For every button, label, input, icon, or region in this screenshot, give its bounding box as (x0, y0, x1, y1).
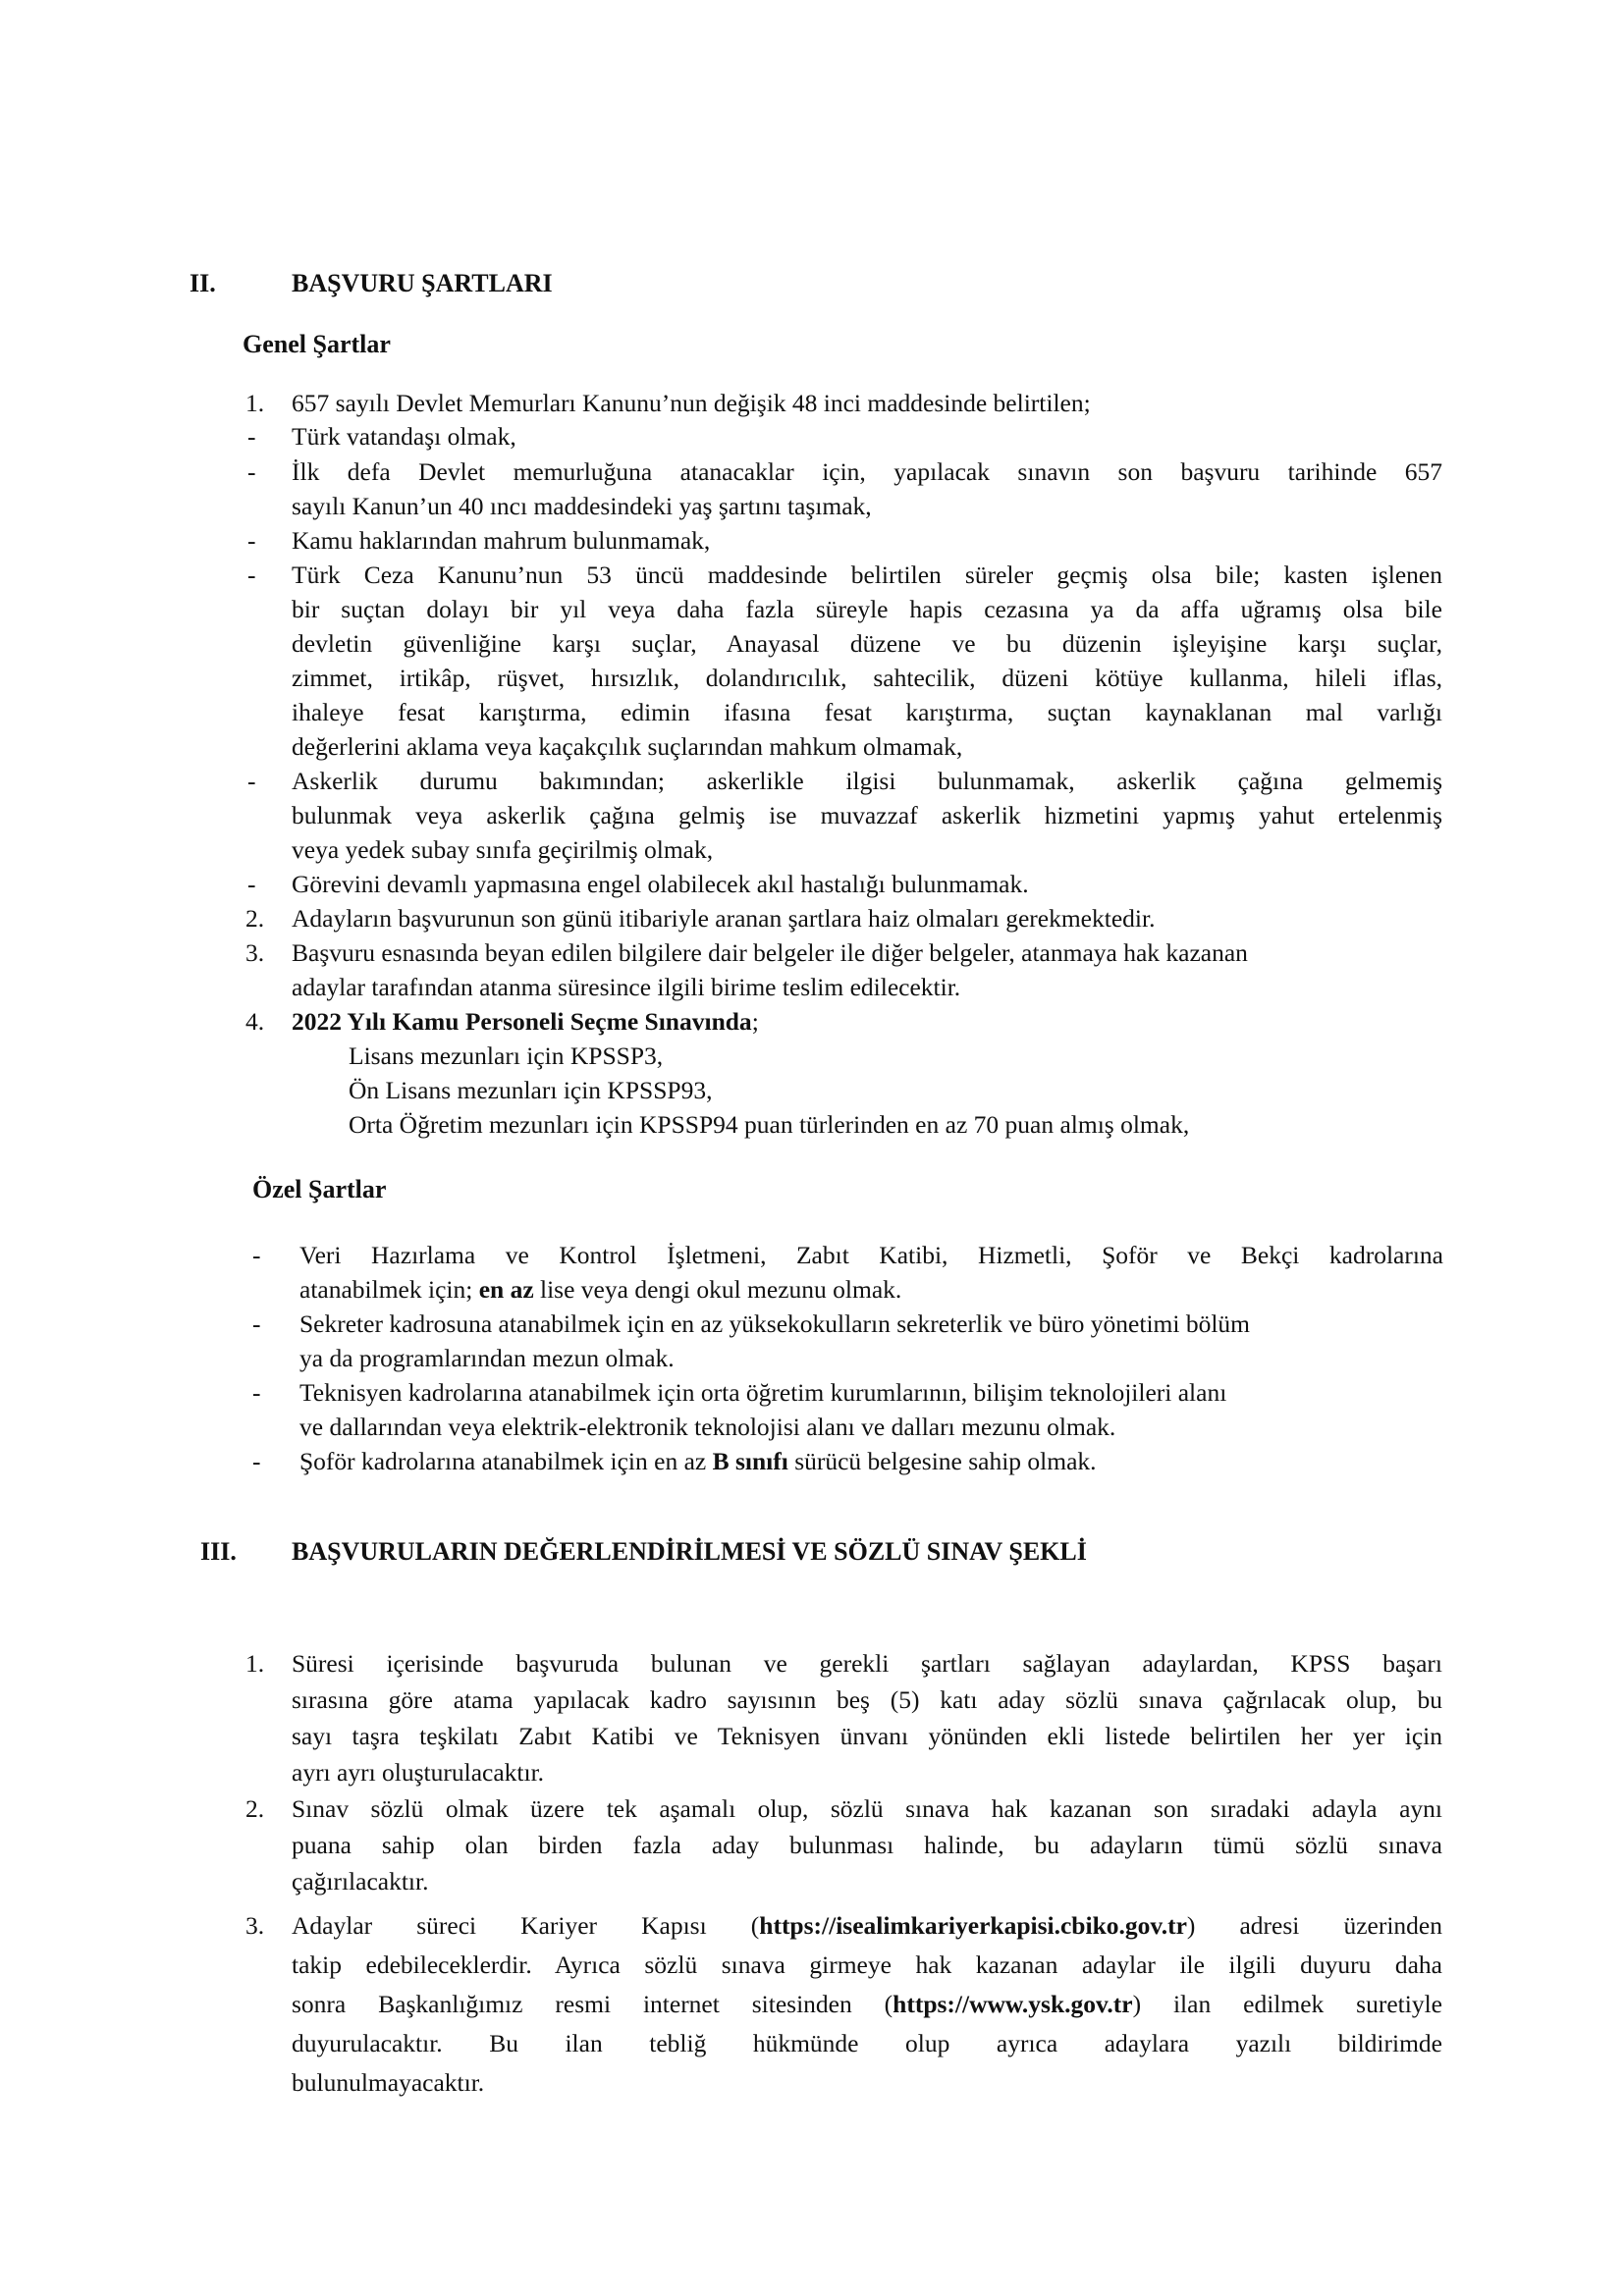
bullet-dash: - (252, 1447, 261, 1475)
bullet-text: devletin güvenliğine karşı suçlar, Anayasal düzene ve bu düzenin işleyişine karşı suçlar, (292, 629, 1442, 658)
list-item-text: ayrı ayrı oluşturulacaktır. (292, 1758, 545, 1787)
bullet-text: değerlerini aklama veya kaçakçılık suçlarından mahkum olmamak, (292, 732, 963, 761)
text-run: ) ilan edilmek suretiyle (1132, 1990, 1442, 2018)
bullet-text: Askerlik durumu bakımından; askerlikle ilgisi bulunmamak, askerlik çağına gelmemiş (292, 767, 1442, 795)
emphasis: en az (478, 1275, 534, 1304)
text-run: sürücü belgesine sahip olmak. (787, 1447, 1097, 1475)
list-number: 1. (245, 1649, 265, 1678)
list-number: 1. (245, 389, 265, 417)
section-number: II. (189, 269, 216, 297)
career-gate-link[interactable]: https://isealimkariyerkapisi.cbiko.gov.tr (759, 1911, 1187, 1940)
bullet-text: ve dallarından veya elektrik-elektronik teknolojisi alanı ve dalları mezunu olmak. (299, 1413, 1116, 1441)
bullet-dash: - (252, 1378, 261, 1407)
bullet-text: sayılı Kanun’un 40 ıncı maddesindeki yaş şartını taşımak, (292, 492, 872, 520)
list-number: 2. (245, 904, 265, 933)
list-item-text: Adayların başvurunun son günü itibariyle aranan şartlara haiz olmaları gerekmektedir. (292, 904, 1156, 933)
list-item-text: takip edebileceklerdir. Ayrıca sözlü sınava girmeye hak kazanan adaylar ile ilgili duyuru daha (292, 1950, 1442, 1979)
bullet-text: Kamu haklarından mahrum bulunmamak, (292, 526, 711, 555)
sub-requirement: Lisans mezunları için KPSSP3, (349, 1041, 664, 1070)
list-item-text: duyurulacaktır. Bu ilan tebliğ hükmünde olup ayrıca adaylara yazılı bildirimde (292, 2029, 1442, 2057)
exam-name: 2022 Yılı Kamu Personeli Seçme Sınavında (292, 1007, 752, 1036)
subsection-heading-general: Genel Şartlar (243, 330, 391, 358)
bullet-dash: - (252, 1241, 261, 1269)
list-number: 2. (245, 1794, 265, 1823)
bullet-dash: - (247, 422, 256, 451)
emphasis: B sınıfı (712, 1447, 788, 1475)
list-item-text: Sınav sözlü olmak üzere tek aşamalı olup, sözlü sınava hak kazanan son sıradaki adayla aynı (292, 1794, 1442, 1823)
bullet-text: Görevini devamlı yapmasına engel olabilecek akıl hastalığı bulunmamak. (292, 870, 1029, 898)
bullet-text: bulunmak veya askerlik çağına gelmiş ise muvazzaf askerlik hizmetini yapmış yahut ertelenmiş (292, 801, 1442, 829)
list-number: 3. (245, 938, 265, 967)
bullet-text: Teknisyen kadrolarına atanabilmek için orta öğretim kurumlarının, bilişim teknolojileri alanı (299, 1378, 1227, 1407)
bullet-text (299, 1445, 1097, 1478)
section-number: III. (200, 1537, 237, 1566)
list-item-text (292, 1005, 759, 1039)
bullet-text: Sekreter kadrosuna atanabilmek için en az yüksekokulların sekreterlik ve büro yönetimi bölüm (299, 1309, 1250, 1338)
text-run: Şoför kadrolarına atanabilmek için en az (299, 1447, 713, 1475)
text-run: atanabilmek için; (299, 1275, 479, 1304)
list-item-text (292, 1909, 1442, 1943)
text-run: Adaylar süreci Kariyer Kapısı ( (292, 1911, 760, 1940)
subsection-heading-special: Özel Şartlar (252, 1175, 387, 1203)
list-item-text: adaylar tarafından atanma süresince ilgili birime teslim edilecektir. (292, 973, 961, 1001)
bullet-text: veya yedek subay sınıfa geçirilmiş olmak, (292, 835, 714, 864)
punctuation: ; (751, 1007, 759, 1036)
list-item-text: Başvuru esnasında beyan edilen bilgilere dair belgeler ile diğer belgeler, atanmaya hak kazanan (292, 938, 1248, 967)
bullet-text: ihaleye fesat karıştırma, edimin ifasına fesat karıştırma, suçtan kaynaklanan mal varlığı (292, 698, 1442, 726)
bullet-dash: - (252, 1309, 261, 1338)
list-item-text: bulunulmayacaktır. (292, 2068, 485, 2097)
bullet-dash: - (247, 870, 256, 898)
bullet-text: Türk Ceza Kanunu’nun 53 üncü maddesinde belirtilen süreler geçmiş olsa bile; kasten işlenen (292, 561, 1442, 589)
text-run: ) adresi üzerinden (1186, 1911, 1442, 1940)
bullet-text (299, 1273, 901, 1307)
bullet-dash: - (247, 457, 256, 486)
list-item-text: 657 sayılı Devlet Memurları Kanunu’nun değişik 48 inci maddesinde belirtilen; (292, 389, 1091, 417)
list-item-text: Süresi içerisinde başvuruda bulunan ve gerekli şartları sağlayan adaylardan, KPSS başarı (292, 1649, 1442, 1678)
list-number: 4. (245, 1007, 265, 1036)
text-run: lise veya dengi okul mezunu olmak. (533, 1275, 902, 1304)
list-item-text: çağırılacaktır. (292, 1867, 429, 1896)
section-title: BAŞVURULARIN DEĞERLENDİRİLMESİ VE SÖZLÜ SINAV ŞEKLİ (292, 1537, 1087, 1566)
sub-requirement: Orta Öğretim mezunları için KPSSP94 puan türlerinden en az 70 puan almış olmak, (349, 1110, 1190, 1139)
bullet-dash: - (247, 526, 256, 555)
bullet-text: bir suçtan dolayı bir yıl veya daha fazla süreyle hapis cezasına ya da affa uğramış olsa bile (292, 595, 1442, 623)
bullet-dash: - (247, 561, 256, 589)
bullet-text: zimmet, irtikâp, rüşvet, hırsızlık, dolandırıcılık, sahtecilik, düzeni kötüye kullanma, hileli iflas, (292, 664, 1442, 692)
bullet-dash: - (247, 767, 256, 795)
section-title: BAŞVURU ŞARTLARI (292, 269, 553, 297)
bullet-text: Türk vatandaşı olmak, (292, 422, 516, 451)
list-item-text: sayı taşra teşkilatı Zabıt Katibi ve Teknisyen ünvanı yönünden ekli listede belirtilen her yer için (292, 1722, 1442, 1750)
bullet-text: ya da programlarından mezun olmak. (299, 1344, 675, 1372)
list-item-text (292, 1988, 1442, 2021)
list-item-text: puana sahip olan birden fazla aday bulunması halinde, bu adayların tümü sözlü sınava (292, 1831, 1442, 1859)
sub-requirement: Ön Lisans mezunları için KPSSP93, (349, 1076, 713, 1104)
bullet-text: İlk defa Devlet memurluğuna atanacaklar için, yapılacak sınavın son başvuru tarihinde 657 (292, 457, 1442, 486)
list-item-text: sırasına göre atama yapılacak kadro sayısının beş (5) katı aday sözlü sınava çağrılacak olup, bu (292, 1685, 1442, 1714)
bullet-text: Veri Hazırlama ve Kontrol İşletmeni, Zabıt Katibi, Hizmetli, Şoför ve Bekçi kadrolarına (299, 1241, 1443, 1269)
text-run: sonra Başkanlığımız resmi internet sitesinden ( (292, 1990, 893, 2018)
list-number: 3. (245, 1911, 265, 1940)
ysk-website-link[interactable]: https://www.ysk.gov.tr (893, 1990, 1133, 2018)
